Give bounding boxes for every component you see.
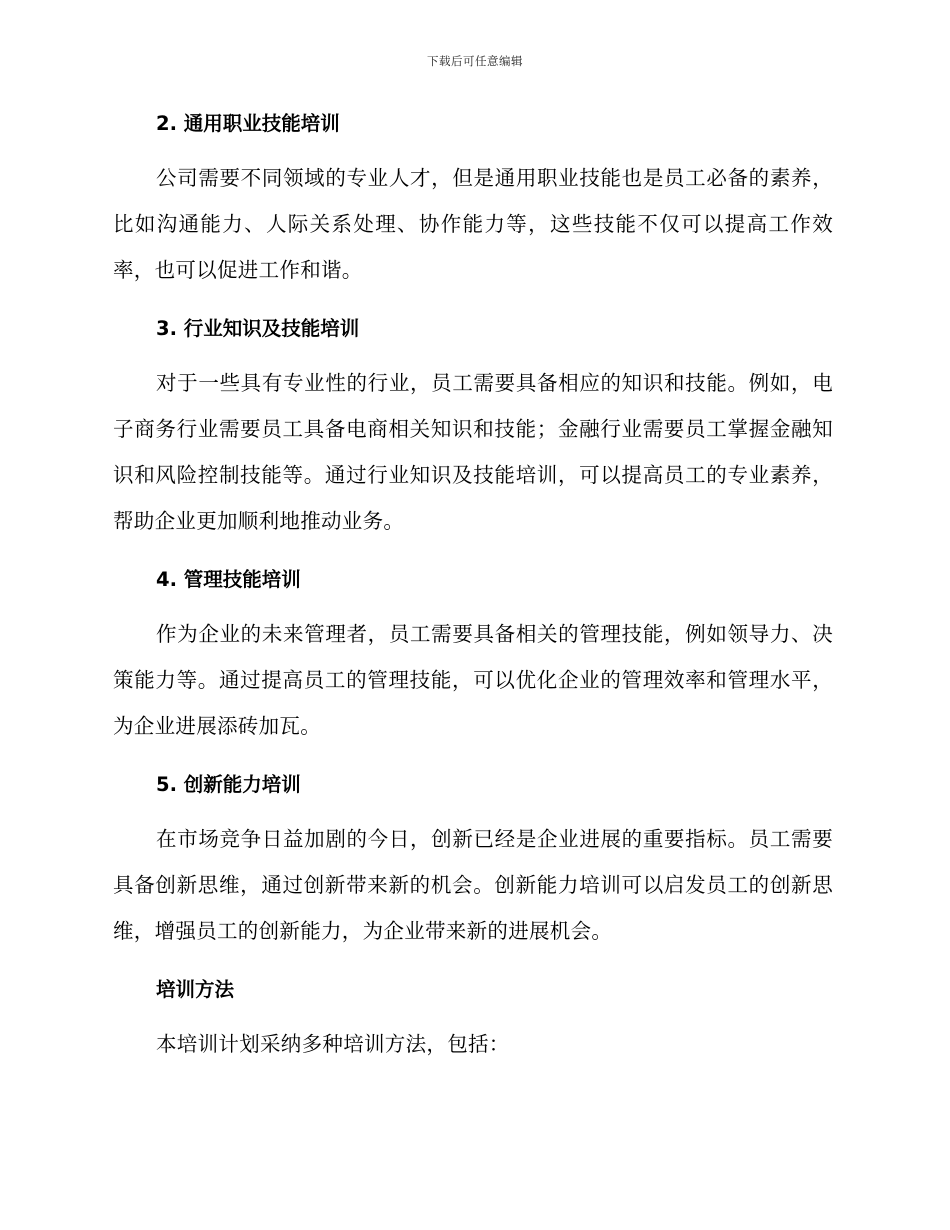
section-management-skills — [113, 565, 833, 749]
section-heading: 4. 管理技能培训 — [156, 568, 301, 591]
section-training-methods — [113, 975, 833, 1067]
section-general-skills — [113, 109, 833, 293]
document-body — [113, 109, 833, 1088]
section-paragraph: 对于一些具有专业性的行业，员工需要具备相应的知识和技能。例如，电子商务行业需要员工具备电商相关知识和技能；金融行业需要员工掌握金融知识和风险控制技能等。通过行业知识及技能培训，可以提高员工的专业素养，帮助企业更加顺利地推动业务。 — [113, 371, 833, 533]
section-paragraph: 本培训计划采纳多种培训方法，包括： — [156, 1032, 510, 1056]
section-heading: 2. 通用职业技能培训 — [156, 112, 340, 135]
section-heading: 3. 行业知识及技能培训 — [156, 317, 360, 340]
section-heading: 培训方法 — [156, 978, 235, 1001]
section-industry-knowledge — [113, 314, 833, 544]
section-paragraph: 公司需要不同领域的专业人才，但是通用职业技能也是员工必备的素养，比如沟通能力、人际关系处理、协作能力等，这些技能不仅可以提高工作效率，也可以促进工作和谐。 — [113, 166, 833, 282]
page-header: 下载后可任意编辑 — [427, 54, 523, 68]
section-paragraph: 在市场竞争日益加剧的今日，创新已经是企业进展的重要指标。员工需要具备创新思维，通过创新带来新的机会。创新能力培训可以启发员工的创新思维，增强员工的创新能力，为企业带来新的进展机会。 — [113, 827, 833, 943]
section-innovation — [113, 770, 833, 954]
section-paragraph: 作为企业的未来管理者，员工需要具备相关的管理技能，例如领导力、决策能力等。通过提高员工的管理技能，可以优化企业的管理效率和管理水平，为企业进展添砖加瓦。 — [113, 622, 833, 738]
section-heading: 5. 创新能力培训 — [156, 773, 301, 796]
